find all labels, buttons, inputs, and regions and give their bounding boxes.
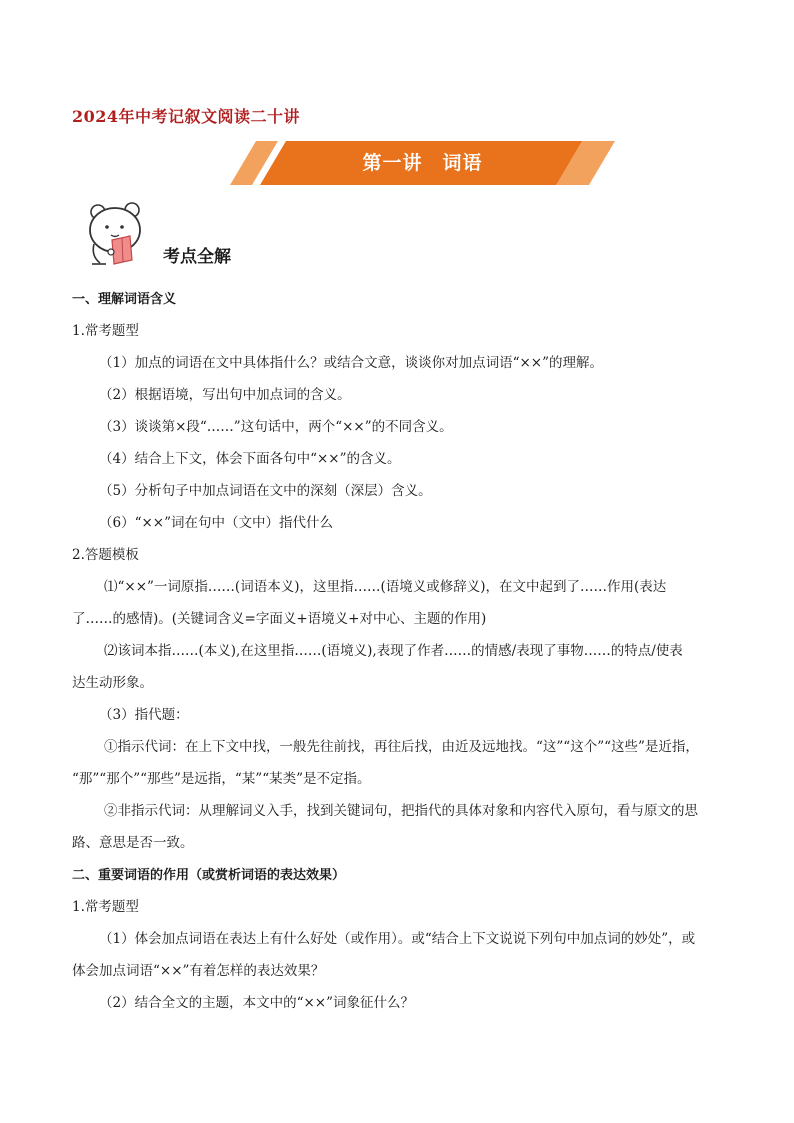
template-paragraph-line: ⑵该词本指……(本义),在这里指……(语境义),表现了作者……的情感/表现了事物……的特点/使表 — [104, 643, 683, 659]
question-type-item: （2）结合全文的主题，本文中的“××”词象征什么？ — [99, 995, 415, 1011]
lecture-banner — [230, 141, 615, 185]
reference-paragraph-line: “那”“那个”“那些”是远指，“某”“某类”是不定指。 — [72, 771, 371, 787]
banner-label: 第一讲 词语 — [362, 152, 483, 174]
heading-word-function: 二、重要词语的作用（或赏析词语的表达效果） — [72, 868, 346, 883]
template-paragraph-line: 达生动形象。 — [72, 675, 153, 691]
reference-paragraph-line: ①指示代词：在上下文中找，一般先往前找，再往后找，由近及远地找。“这”“这个”“这些”是近指， — [104, 739, 699, 755]
question-type-item: （6）“××”词在句中（文中）指代什么 — [99, 515, 334, 531]
reference-paragraph-line: ②非指示代词：从理解词义入手，找到关键词句，把指代的具体对象和内容代入原句，看与原文的思 — [104, 803, 698, 819]
subheading-common-question-types: 1.常考题型 — [72, 899, 139, 915]
template-paragraph-line: ⑴“××”一词原指……(词语本义)，这里指……(语境义或修辞义)，在文中起到了……作用(表达 — [104, 579, 667, 595]
subheading-reference-question: （3）指代题： — [99, 707, 189, 723]
subheading-common-question-types: 1.常考题型 — [72, 323, 139, 339]
document-body — [72, 288, 732, 1015]
question-type-item: （5）分析句子中加点词语在文中的深刻（深层）含义。 — [99, 483, 432, 499]
question-type-item-continued: 体会加点词语“××”有着怎样的表达效果？ — [72, 963, 325, 979]
question-type-item: （1）加点的词语在文中具体指什么？或结合文意，谈谈你对加点词语“××”的理解。 — [99, 355, 604, 371]
section-heading: 考点全解 — [163, 247, 231, 267]
reference-paragraph-line: 路、意思是否一致。 — [72, 835, 194, 851]
heading-understand-word-meaning: 一、理解词语含义 — [72, 292, 177, 307]
question-type-item: （3）谈谈第×段“……”这句话中，两个“××”的不同含义。 — [99, 419, 453, 435]
document-title: 2024年中考记叙文阅读二十讲 — [72, 107, 301, 126]
question-type-item: （4）结合上下文，体会下面各句中“××”的含义。 — [99, 451, 401, 467]
template-paragraph-line: 了……的感情)。(关键词含义=字面义+语境义+对中心、主题的作用) — [72, 611, 487, 627]
bear-reading-book-icon — [86, 200, 150, 266]
question-type-item: （1）体会加点词语在表达上有什么好处（或作用）。或“结合上下文说说下列句中加点词的妙处”，或 — [99, 931, 696, 947]
question-type-item: （2）根据语境，写出句中加点词的含义。 — [99, 387, 351, 403]
subheading-answer-template: 2.答题模板 — [72, 547, 139, 563]
